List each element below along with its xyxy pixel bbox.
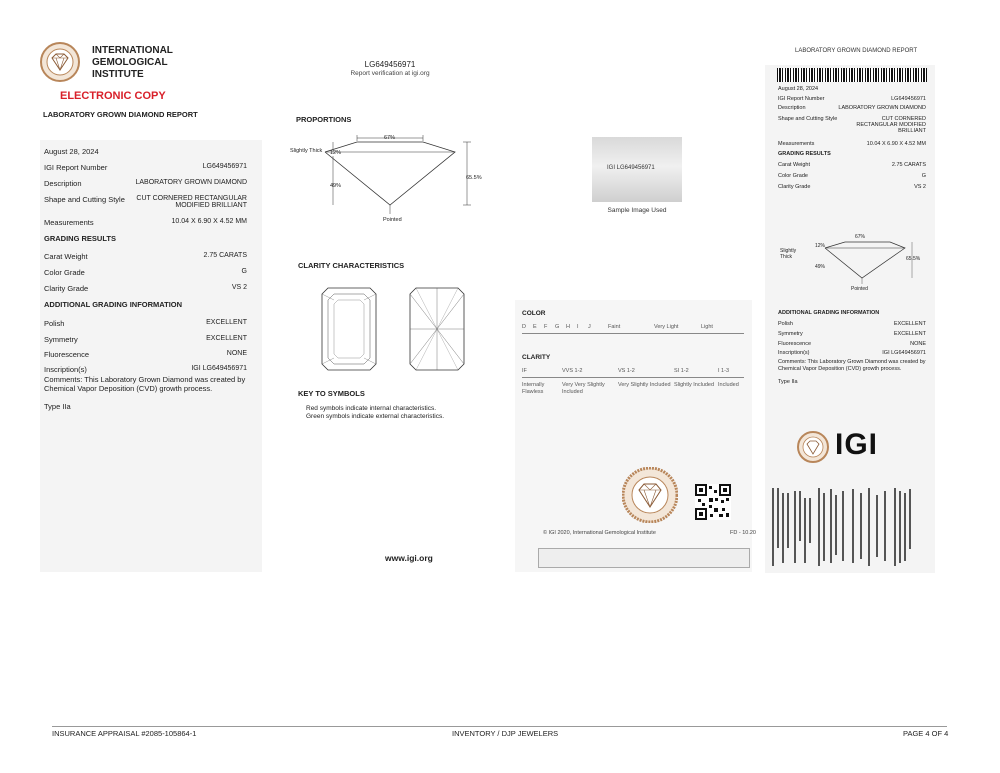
additional-row xyxy=(44,319,247,328)
additional-label: Polish xyxy=(778,321,793,327)
info-label: Measurements xyxy=(44,218,94,227)
grading-label: Carat Weight xyxy=(44,252,88,261)
grading-row xyxy=(44,252,247,261)
right-grading-row xyxy=(778,162,926,168)
additional-value: EXCELLENT xyxy=(893,321,926,327)
report-title: LABORATORY GROWN DIAMOND REPORT xyxy=(43,110,198,119)
footer-divider xyxy=(52,726,947,727)
right-info-row xyxy=(778,116,926,134)
info-value: CUT CORNERED RECTANGULAR MODIFIED BRILLIANT xyxy=(856,116,926,134)
color-letter: I xyxy=(577,324,579,330)
info-value: LG649456971 xyxy=(202,163,247,170)
clarity-plot-diagram xyxy=(320,286,470,376)
info-value: LABORATORY GROWN DIAMOND xyxy=(135,179,247,186)
right-culet-label: Pointed xyxy=(851,286,868,292)
barcode-icon xyxy=(777,68,927,82)
grading-value: 2.75 CARATS xyxy=(203,252,247,259)
color-letter: H xyxy=(566,324,570,330)
electronic-copy-label: ELECTRONIC COPY xyxy=(60,90,166,102)
info-value: 10.04 X 6.90 X 4.52 MM xyxy=(866,141,926,147)
clarity-word: Slightly Included xyxy=(674,382,715,388)
grading-value: G xyxy=(241,268,247,275)
clarity-scale-line xyxy=(522,377,744,378)
right-info-row xyxy=(778,96,926,102)
right-info-row xyxy=(778,105,926,111)
key-to-symbols-heading: KEY TO SYMBOLS xyxy=(298,389,365,398)
right-additional-row xyxy=(778,341,926,347)
additional-label: Fluorescence xyxy=(44,350,90,359)
info-label: Description xyxy=(778,105,806,111)
color-word: Faint xyxy=(608,324,621,330)
info-row xyxy=(44,179,247,188)
grading-label: Color Grade xyxy=(44,268,85,277)
info-value: LABORATORY GROWN DIAMOND xyxy=(838,105,926,111)
igi-brand-seal-icon xyxy=(797,431,829,463)
website-link[interactable]: www.igi.org xyxy=(385,553,433,563)
key-line: Red symbols indicate internal characteristics. xyxy=(306,405,437,412)
sample-inscription-text: IGI LG649456971 xyxy=(607,165,655,171)
right-girdle-label: Slightly Thick xyxy=(780,248,797,260)
key-line: Green symbols indicate external characteristics. xyxy=(306,413,445,420)
info-row xyxy=(44,163,247,172)
color-letter: F xyxy=(544,324,548,330)
girdle-label: Slightly Thick xyxy=(290,148,323,154)
security-strip xyxy=(538,548,750,568)
info-value: CUT CORNERED RECTANGULAR MODIFIED BRILLIANT xyxy=(136,195,247,209)
right-additional-row xyxy=(778,350,926,356)
color-word: Light xyxy=(701,324,713,330)
right-info-row xyxy=(778,141,926,147)
sample-image-caption: Sample Image Used xyxy=(607,207,667,214)
clarity-word: Included xyxy=(718,382,739,388)
pavilion-percent: 49% xyxy=(330,183,342,189)
clarity-word: Very Slightly Included xyxy=(618,382,671,388)
right-depth-percent: 65.5% xyxy=(906,256,921,262)
clarity-code: VVS 1-2 xyxy=(562,368,583,374)
color-letter: D xyxy=(522,324,526,330)
institute-name xyxy=(92,45,173,81)
color-word: Very Light xyxy=(654,324,679,330)
qr-code-icon[interactable] xyxy=(695,484,731,520)
color-scale-line xyxy=(522,333,744,334)
info-label: IGI Report Number xyxy=(44,163,108,172)
clarity-code: IF xyxy=(522,368,527,374)
color-letter: G xyxy=(555,324,560,330)
additional-value: IGI LG649456971 xyxy=(882,350,926,356)
key-to-symbols-text xyxy=(306,405,444,421)
additional-label: Inscription(s) xyxy=(44,365,87,374)
additional-value: NONE xyxy=(226,350,247,357)
info-value: LG649456971 xyxy=(891,96,926,102)
grading-value: VS 2 xyxy=(231,284,247,291)
clarity-characteristics-heading: CLARITY CHARACTERISTICS xyxy=(298,261,405,270)
info-row xyxy=(44,195,247,209)
igi-seal-large-icon xyxy=(622,467,678,523)
right-report-title: LABORATORY GROWN DIAMOND REPORT xyxy=(795,48,918,54)
right-grading-heading: GRADING RESULTS xyxy=(778,151,831,157)
additional-label: Symmetry xyxy=(44,335,78,344)
proportions-diagram xyxy=(285,130,485,230)
clarity-words-row xyxy=(522,382,742,395)
additional-row xyxy=(44,350,247,359)
grading-label: Clarity Grade xyxy=(44,284,89,293)
grading-row xyxy=(44,268,247,277)
institute-name-line: INTERNATIONAL xyxy=(92,45,173,56)
additional-value: IGI LG649456971 xyxy=(191,365,247,372)
clarity-code: I 1-3 xyxy=(718,368,730,374)
additional-label: Polish xyxy=(44,319,65,328)
rotated-mini-report xyxy=(768,483,928,568)
additional-value: EXCELLENT xyxy=(206,335,247,342)
color-letter: E xyxy=(533,324,537,330)
additional-row xyxy=(44,365,247,374)
igi-seal-icon xyxy=(40,42,80,82)
right-additional-row xyxy=(778,321,926,327)
igi-brand-text: IGI xyxy=(835,428,879,461)
right-additional-heading: ADDITIONAL GRADING INFORMATION xyxy=(778,310,880,316)
footer-inventory: INVENTORY / DJP JEWELERS xyxy=(452,729,559,738)
additional-info-heading: ADDITIONAL GRADING INFORMATION xyxy=(44,300,183,309)
info-value: 10.04 X 6.90 X 4.52 MM xyxy=(171,218,247,225)
proportions-heading: PROPORTIONS xyxy=(296,115,352,124)
right-additional-row xyxy=(778,331,926,337)
depth-percent: 65.5% xyxy=(466,175,482,181)
color-scale-row xyxy=(522,324,742,330)
grading-value: G xyxy=(921,173,926,179)
right-date xyxy=(778,86,926,92)
info-label: Shape and Cutting Style xyxy=(778,116,838,122)
grading-row xyxy=(44,284,247,293)
color-letter: J xyxy=(588,324,591,330)
info-row xyxy=(44,218,247,227)
additional-label: Fluorescence xyxy=(778,341,812,347)
grading-results-heading: GRADING RESULTS xyxy=(44,234,116,243)
date-value: August 28, 2024 xyxy=(778,86,819,92)
clarity-scale-heading: CLARITY xyxy=(522,354,551,361)
additional-value: EXCELLENT xyxy=(893,331,926,337)
footer-appraisal-number: INSURANCE APPRAISAL #2085-105864-1 xyxy=(52,729,197,738)
right-table-percent: 67% xyxy=(855,234,866,240)
verification-note: Report verification at igi.org xyxy=(350,70,430,77)
clarity-code: VS 1-2 xyxy=(618,368,635,374)
right-comments-text: Comments: This Laboratory Grown Diamond was created by Chemical Vapor Deposition (CVD) growth process. xyxy=(778,359,926,372)
color-scale-heading: COLOR xyxy=(522,310,546,317)
footer-page-number: PAGE 4 OF 4 xyxy=(903,729,949,738)
info-label: Measurements xyxy=(778,141,815,147)
right-grading-row xyxy=(778,173,926,179)
clarity-word: Internally Flawless xyxy=(522,382,545,395)
grading-value: VS 2 xyxy=(914,184,926,190)
additional-label: Inscription(s) xyxy=(778,350,810,356)
grading-label: Clarity Grade xyxy=(778,184,811,190)
date-value: August 28, 2024 xyxy=(44,147,99,156)
copyright-text: © IGI 2020, International Gemological Institute xyxy=(543,530,656,536)
grading-label: Color Grade xyxy=(778,173,808,179)
grading-value: 2.75 CARATS xyxy=(891,162,926,168)
institute-name-line: INSTITUTE xyxy=(92,69,144,80)
clarity-code: SI 1-2 xyxy=(674,368,689,374)
right-type-text: Type IIa xyxy=(778,379,798,385)
additional-value: EXCELLENT xyxy=(206,319,247,326)
report-date xyxy=(44,147,247,156)
additional-label: Symmetry xyxy=(778,331,803,337)
additional-row xyxy=(44,335,247,344)
form-code: FD - 10.20 xyxy=(730,530,756,536)
report-number-center: LG649456971 xyxy=(364,60,416,69)
right-pavilion-percent: 49% xyxy=(815,264,826,270)
culet-label: Pointed xyxy=(383,217,402,223)
table-percent: 67% xyxy=(384,135,396,141)
info-label: Description xyxy=(44,179,82,188)
info-label: Shape and Cutting Style xyxy=(44,195,125,204)
type-text: Type IIa xyxy=(44,402,71,411)
institute-name-line: GEMOLOGICAL xyxy=(92,57,168,68)
clarity-scale-row xyxy=(522,368,742,374)
right-grading-row xyxy=(778,184,926,190)
comments-text: Comments: This Laboratory Grown Diamond was created by Chemical Vapor Deposition (CVD) growth process. xyxy=(44,375,246,393)
info-label: IGI Report Number xyxy=(778,96,825,102)
clarity-word: Very Very Slightly Included xyxy=(562,382,605,395)
additional-value: NONE xyxy=(910,341,926,347)
right-crown-percent: 12% xyxy=(815,243,826,249)
grading-label: Carat Weight xyxy=(778,162,810,168)
crown-percent: 12% xyxy=(330,150,342,156)
